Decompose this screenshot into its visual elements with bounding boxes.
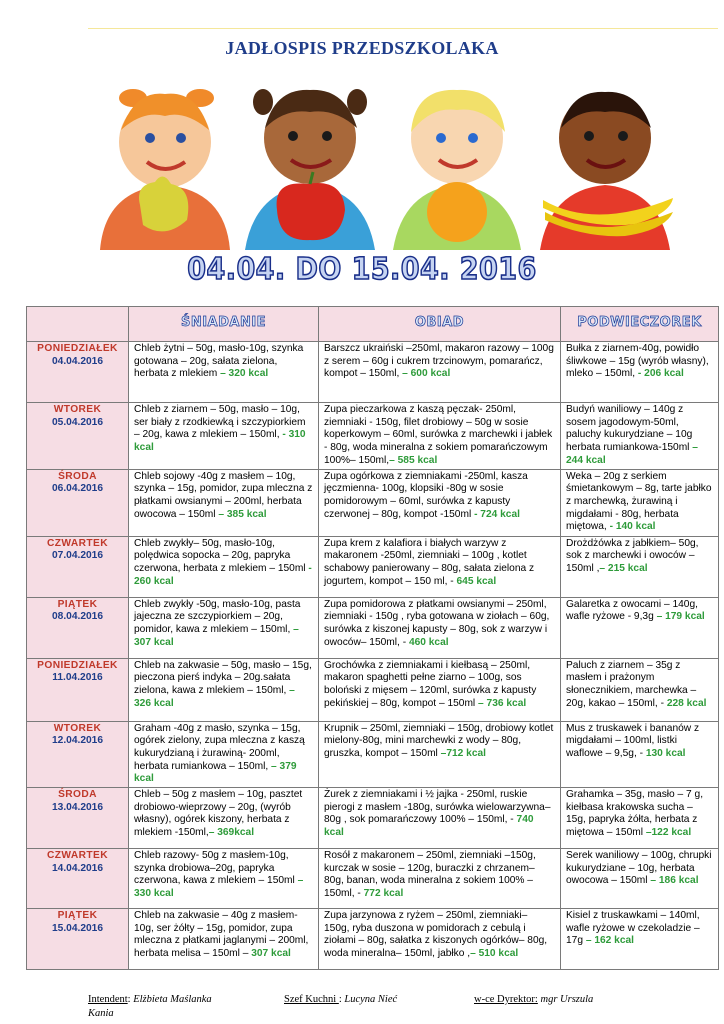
kcal-value: – 215 kcal <box>599 562 648 574</box>
meal-text: Serek waniliowy – 100g, chrupki kukurydziane – 10g, herbata owocowa – 150ml <box>566 850 712 887</box>
breakfast-cell <box>129 658 319 721</box>
child-with-orange <box>393 90 521 250</box>
day-name: WTOREK <box>53 722 102 734</box>
kcal-value: 307 kcal <box>248 948 291 960</box>
kcal-value: 772 kcal <box>360 888 404 900</box>
menu-row <box>27 597 719 658</box>
meal-text: Chleb razowy- 50g z masłem-10g, szynka drobiowa–20g, papryka czerwona, kawa z mlekiem – 150ml <box>134 850 295 887</box>
day-date: 04.04.2016 <box>52 355 103 367</box>
child-with-bananas <box>540 92 673 250</box>
child-with-pear <box>100 89 230 250</box>
date-range-banner: 04.04. DO 15.04. 2016 <box>187 252 537 287</box>
lunch-cell <box>319 788 561 849</box>
day-name: WTOREK <box>53 404 102 415</box>
meal-text: Chleb zwykły -50g, masło-10g, pasta jajeczna ze szczypiorkiem – 20g, pomidor, kawa z mlekiem – 150ml, <box>134 598 301 635</box>
day-date: 08.04.2016 <box>52 611 103 623</box>
col-header-breakfast: ŚNIADANIE <box>129 307 319 342</box>
kcal-value: – 736 kcal <box>475 697 527 709</box>
day-name: PIĄTEK <box>57 910 98 922</box>
day-cell <box>27 849 129 909</box>
breakfast-cell <box>129 597 319 658</box>
meal-text: Chleb żytni – 50g, masło-10g, szynka gotowana – 20g, sałata zielona, herbata z mlekiem <box>134 343 304 380</box>
kcal-value: - 310 kcal <box>134 429 306 454</box>
meal-text: Barszcz ukraiński –250ml, makaron razowy – 100g z serem – 60g i cukrem trzcinowym, pomarańcz, kompot – 150ml, <box>324 343 554 380</box>
kcal-value: - 724 kcal <box>471 508 520 520</box>
day-cell <box>27 342 129 403</box>
footer-intendent-cont: Kania <box>88 1008 114 1019</box>
meal-text: Zupa pieczarkowa z kaszą pęczak- 250ml, ziemniaki - 150g, filet drobiowy – 50g w sosie koperkowym – 60ml, surówka z marchewki i jabłek - 80g, woda mineralna z sokiem pomarańczowym 100%– 150ml, <box>324 404 553 466</box>
menu-row <box>27 469 719 536</box>
day-name: PIĄTEK <box>57 598 98 610</box>
col-header-lunch: OBIAD <box>319 307 561 342</box>
day-cell <box>27 788 129 849</box>
day-date: 15.04.2016 <box>52 922 103 934</box>
meal-text: Weka – 20g z serkiem śmietankowym – 8g, tarte jabłko z marchewką, żurawiną i migdałami - 80g, herbata miętowa, <box>566 470 712 533</box>
lunch-cell <box>319 342 561 403</box>
meal-text: Krupnik – 250ml, ziemniaki – 150g, drobiowy kotlet mielony-80g, mini marchewki z wody – 80g, gruszka, kompot – 150ml <box>324 722 554 759</box>
lunch-cell <box>319 469 561 536</box>
lunch-cell <box>319 658 561 721</box>
snack-cell <box>561 721 719 788</box>
kcal-value: –122 kcal <box>645 827 692 839</box>
menu-row <box>27 658 719 721</box>
snack-cell <box>561 469 719 536</box>
snack-cell <box>561 403 719 470</box>
day-name: CZWARTEK <box>47 850 108 862</box>
day-cell <box>27 658 129 721</box>
meal-text: Chleb na zakwasie – 50g, masło – 15g, pieczona pierś indyka – 20g.sałata zielona, kawa z mlekiem – 150ml, <box>134 659 312 696</box>
kcal-value: – 369kcal <box>208 827 255 839</box>
kcal-value: – 162 kcal <box>583 935 634 947</box>
menu-row <box>27 721 719 788</box>
day-date: 11.04.2016 <box>52 672 103 684</box>
snack-cell <box>561 658 719 721</box>
meal-text: Zupa jarzynowa z ryżem – 250ml, ziemniaki– 150g, ryba duszona w pomidorach z cebulą i ziołami – 80g, sałatka z kiszonych ogórków– 80g, woda mineralna– 150ml, jabłko , <box>324 910 548 960</box>
meal-text: Zupa pomidorowa z płatkami owsianymi – 250ml, ziemniaki - 150g , ryba gotowana w ziołach – 60g, surówka z kiszonej kapusty – 80g, sok z warzyw i owoców– 150ml, - <box>324 598 550 648</box>
meal-text: Żurek z ziemniakami i ½ jajka - 250ml, ruskie pierogi z masłem -180g, surówka wielowarzywna– 80g , sok pomarańczowy 100% – 150ml, - <box>324 789 551 826</box>
meal-text: Grahamka – 35g, masło – 7 g, kiełbasa krakowska sucha – 15g, papryka żółta, herbata z miętowa – 150ml <box>566 789 704 839</box>
menu-row <box>27 342 719 403</box>
col-header-snack: PODWIECZOREK <box>561 307 719 342</box>
kcal-value: - 260 kcal <box>134 562 312 587</box>
breakfast-cell <box>129 849 319 909</box>
day-name: ŚRODA <box>58 470 97 482</box>
lunch-cell <box>319 536 561 597</box>
kcal-value: –712 kcal <box>440 747 486 759</box>
day-date: 06.04.2016 <box>52 483 103 495</box>
day-name: PONIEDZIAŁEK <box>37 659 118 671</box>
meal-text: Kisiel z truskawkami – 140ml, wafle ryżowe w czekoladzie – 17g <box>566 910 700 947</box>
day-date: 14.04.2016 <box>52 862 103 874</box>
meal-text: Paluch z ziarnem – 35g z masłem i prażonym słonecznikiem, marchewka – 20g, kakao – 150ml, - <box>566 659 697 709</box>
footer-director: w-ce Dyrektor: mgr Urszula <box>474 994 594 1005</box>
kcal-value: 740 kcal <box>324 814 534 839</box>
day-date: 05.04.2016 <box>52 416 103 428</box>
breakfast-cell <box>129 403 319 470</box>
lunch-cell <box>319 403 561 470</box>
footer-chef: Szef Kuchni : Lucyna Nieć <box>284 994 398 1005</box>
meal-text: Rosół z makaronem – 250ml, ziemniaki –150g, kurczak w sosie – 120g, buraczki z chrzanem– 80g, banan, woda mineralna z sokiem 100% –150ml, - <box>324 850 536 900</box>
day-cell <box>27 403 129 470</box>
kcal-value: – 326 kcal <box>134 684 295 709</box>
day-cell <box>27 909 129 970</box>
snack-cell <box>561 788 719 849</box>
kcal-value: – 510 kcal <box>470 948 519 960</box>
meal-text: Budyń waniliowy – 140g z sosem jagodowym-50ml, paluchy kukurydziane – 10g herbata rumiankowa-150ml <box>566 404 693 454</box>
children-illustration <box>95 80 675 250</box>
kcal-value: 645 kcal <box>453 575 497 587</box>
kcal-value: – 320 kcal <box>217 368 269 380</box>
day-name: ŚRODA <box>58 789 97 801</box>
child-with-apple <box>245 89 375 250</box>
lunch-cell <box>319 849 561 909</box>
day-date: 13.04.2016 <box>52 801 103 813</box>
menu-table <box>26 306 719 970</box>
snack-cell <box>561 536 719 597</box>
menu-row <box>27 909 719 970</box>
meal-text: Chleb zwykły– 50g, masło-10g, polędwica sopocka – 20g, papryka czerwona, herbata z mlekiem – 150ml <box>134 537 309 574</box>
snack-cell <box>561 597 719 658</box>
breakfast-cell <box>129 788 319 849</box>
lunch-cell <box>319 597 561 658</box>
day-cell <box>27 536 129 597</box>
kcal-value: – 244 kcal <box>566 442 698 466</box>
snack-cell <box>561 342 719 403</box>
kcal-value: 130 kcal <box>643 747 686 759</box>
kcal-value: – 585 kcal <box>389 454 438 466</box>
kcal-value: 460 kcal <box>406 636 449 648</box>
meal-text: Chleb sojowy -40g z masłem – 10g, szynka – 15g, pomidor, zupa mleczna z płatkami owsianymi – 200ml, herbata owocowa – 150ml <box>134 470 313 520</box>
kcal-value: – 379 kcal <box>134 760 297 785</box>
footer-intendent: Intendent: Elżbieta Maślanka <box>88 994 212 1005</box>
day-cell <box>27 721 129 788</box>
lunch-cell <box>319 909 561 970</box>
menu-row <box>27 788 719 849</box>
kcal-value: - 206 kcal <box>635 368 684 380</box>
snack-cell <box>561 909 719 970</box>
breakfast-cell <box>129 536 319 597</box>
menu-row <box>27 536 719 597</box>
day-date: 12.04.2016 <box>52 735 103 747</box>
meal-text: Drożdżówka z jabłkiem– 50g, sok z marchewki i owoców – 150ml , <box>566 537 699 574</box>
top-rule <box>88 28 718 29</box>
page-title: JADŁOSPIS PRZEDSZKOLAKA <box>225 38 499 58</box>
kcal-value: – 600 kcal <box>399 368 451 380</box>
meal-text: Zupa ogórkowa z ziemniakami -250ml, kasza jęczmienna- 100g, klopsiki -80g w sosie pomidorowym – 60ml, surówka z kapusty czerwonej – 80g, kompot -150ml <box>324 470 528 520</box>
meal-text: Chleb – 50g z masłem – 10g, pasztet drobiowo-wieprzowy – 20g, (wyrób własny), ogórek kiszony, herbata z mlekiem -150ml, <box>134 789 303 839</box>
meal-text: Bułka z ziarnem-40g, powidło śliwkowe – 15g (wyrób własny), mleko – 150ml, <box>566 343 709 380</box>
meal-text: Chleb z ziarnem – 50g, masło – 10g, ser biały z rzodkiewką i szczypiorkiem – 20g, kawa z mlekiem – 150ml, <box>134 404 306 441</box>
kcal-value: – 385 kcal <box>215 508 267 520</box>
breakfast-cell <box>129 469 319 536</box>
kcal-value: – 307 kcal <box>134 623 299 648</box>
meal-text: Grochówka z ziemniakami i kiełbasą – 250ml, makaron spaghetti pełne ziarno – 100g, sos boloński z mięsem – 120ml, surówka z kapusty pekińskiej – 80g, kompot – 150ml <box>324 659 537 709</box>
day-name: PONIEDZIAŁEK <box>37 343 118 354</box>
meal-text: Mus z truskawek i bananów z migdałami – 100ml, listki waflowe – 9,5g, - <box>566 722 700 759</box>
day-cell <box>27 469 129 536</box>
menu-row <box>27 403 719 470</box>
meal-text: Galaretka z owocami – 140g, wafle ryżowe - 9,3g <box>566 598 698 623</box>
kcal-value: – 179 kcal <box>653 611 705 623</box>
kcal-value: – 186 kcal <box>647 875 699 887</box>
menu-row <box>27 849 719 909</box>
kcal-value: – 330 kcal <box>134 875 304 900</box>
kcal-value: 228 kcal <box>663 697 707 709</box>
breakfast-cell <box>129 909 319 970</box>
meal-text: Chleb na zakwasie – 40g z masłem-10g, ser żółty – 15g, pomidor, zupa mleczna z płatkami jaglanymi – 200ml, herbata melisa – 150ml – <box>134 910 309 960</box>
menu-header-row <box>27 307 719 342</box>
meal-text: Zupa krem z kalafiora i białych warzyw z makaronem -250ml, ziemniaki – 100g , kotlet schabowy panierowany – 80g, sałata zielona z jogurtem, kompot – 150 ml, - <box>324 537 535 587</box>
kcal-value: - 140 kcal <box>606 521 656 533</box>
meal-text: Graham -40g z masło, szynka – 15g, ogórek zielony, zupa mleczna z kaszą kukurydzianą i żurawiną- 200ml, herbata rumiankowa – 150ml, <box>134 722 305 772</box>
lunch-cell <box>319 721 561 788</box>
corner-cell <box>27 307 129 342</box>
snack-cell <box>561 849 719 909</box>
breakfast-cell <box>129 721 319 788</box>
day-name: CZWARTEK <box>47 537 108 549</box>
day-date: 07.04.2016 <box>52 550 103 562</box>
day-cell <box>27 597 129 658</box>
breakfast-cell <box>129 342 319 403</box>
